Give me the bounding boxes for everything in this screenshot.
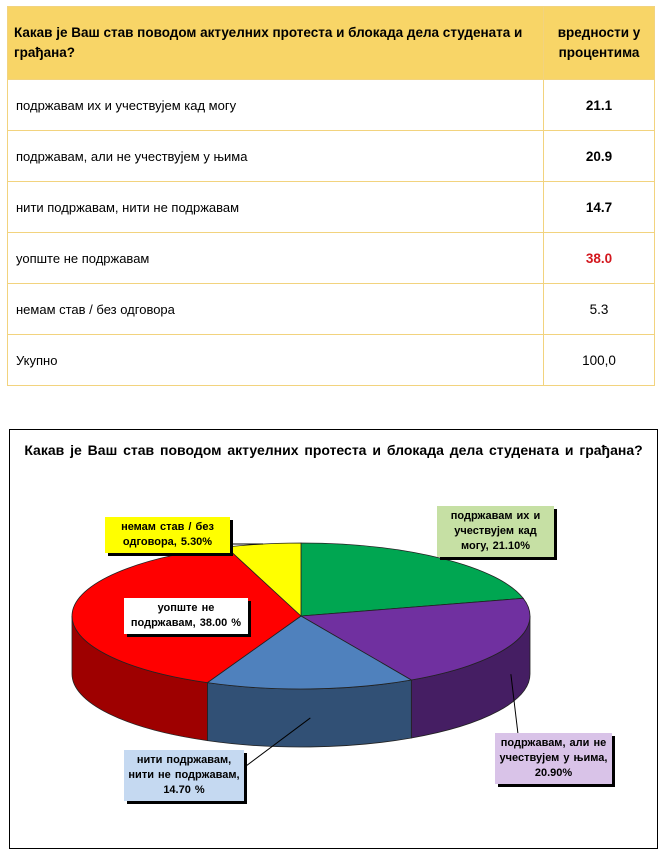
row-value: 21.1 xyxy=(544,80,655,131)
question-header: Какав је Ваш став поводом актуелних протеста и блокада дела студената и грађана? xyxy=(8,7,544,80)
chart-title: Какав је Ваш став поводом актуелних протеста и блокада дела студената и грађана? xyxy=(24,442,643,458)
row-value: 5.3 xyxy=(544,284,655,335)
total-value: 100,0 xyxy=(544,335,655,386)
data-label-slice-4: немам став / без одговора, 5.30% xyxy=(105,517,230,553)
pie-chart xyxy=(10,430,657,848)
pie-chart-frame xyxy=(9,429,658,849)
table-row xyxy=(8,131,655,182)
table-row xyxy=(8,80,655,131)
row-label: уопште не подржавам xyxy=(8,233,544,284)
values-header: вредности у процентима xyxy=(544,7,655,80)
row-label: нити подржавам, нити не подржавам xyxy=(8,182,544,233)
data-label-slice-0: подржавам их и учествујем кад могу, 21.10% xyxy=(437,506,554,557)
table-row-total xyxy=(8,335,655,386)
row-value: 20.9 xyxy=(544,131,655,182)
table-row xyxy=(8,233,655,284)
row-value: 14.7 xyxy=(544,182,655,233)
data-label-slice-1: подржавам, али не учествујем у њима, 20.90% xyxy=(495,733,612,784)
row-label: подржавам, али не учествујем у њима xyxy=(8,131,544,182)
survey-table xyxy=(7,6,655,386)
row-label: немам став / без одговора xyxy=(8,284,544,335)
data-label-slice-3: уопште не подржавам, 38.00 % xyxy=(124,598,248,634)
table-row xyxy=(8,182,655,233)
total-label: Укупно xyxy=(8,335,544,386)
pie-slice-side xyxy=(207,680,411,747)
table-row xyxy=(8,284,655,335)
table-header-row xyxy=(8,7,655,80)
data-label-slice-2: нити подржавам, нити не подржавам, 14.70 % xyxy=(124,750,244,801)
row-value-highlight: 38.0 xyxy=(544,233,655,284)
row-label: подржавам их и учествујем кад могу xyxy=(8,80,544,131)
